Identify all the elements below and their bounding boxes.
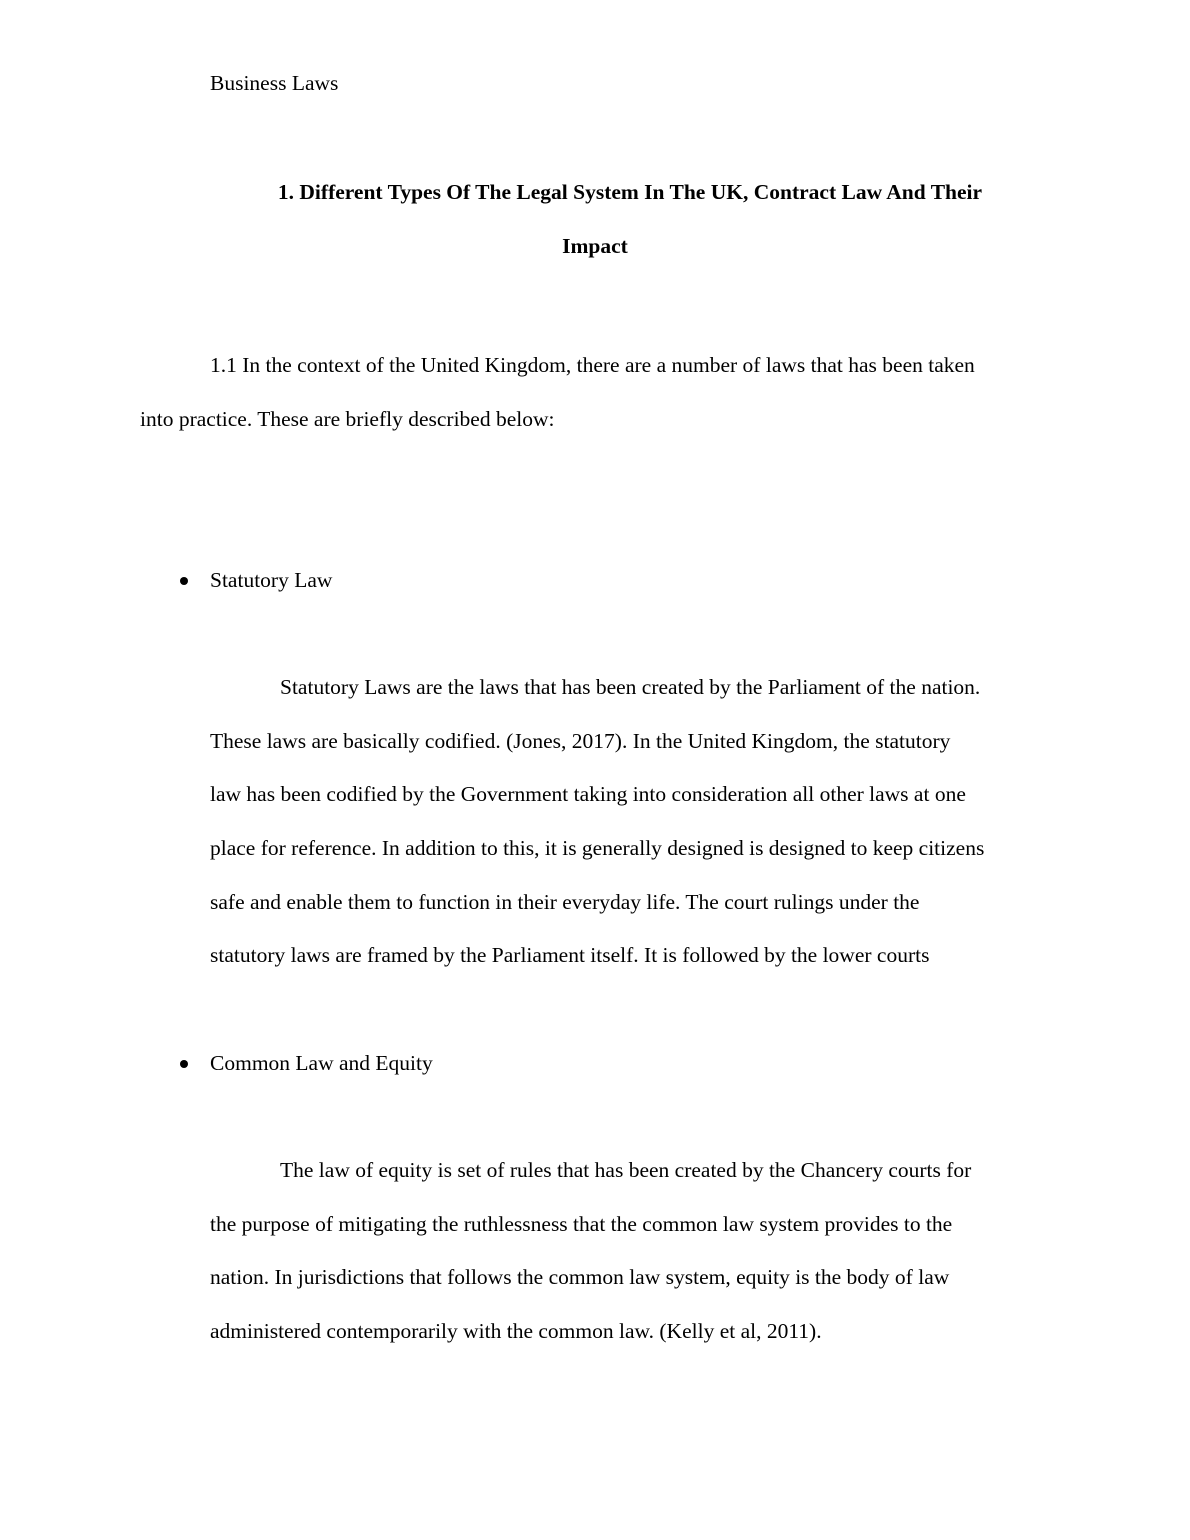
statutory-paragraph-line-6: statutory laws are framed by the Parliament itself. It is followed by the lower courts xyxy=(210,943,930,967)
equity-paragraph-line-3: nation. In jurisdictions that follows the common law system, equity is the body of law xyxy=(210,1265,950,1289)
equity-paragraph-line-1: The law of equity is set of rules that has been created by the Chancery courts for xyxy=(280,1158,972,1182)
statutory-paragraph-line-5: safe and enable them to function in their everyday life. The court rulings under the xyxy=(210,890,920,914)
section-heading-line-2: Impact xyxy=(562,234,628,258)
statutory-paragraph-line-2: These laws are basically codified. (Jones, 2017). In the United Kingdom, the statutory xyxy=(210,729,951,753)
bullet-icon xyxy=(180,577,188,585)
section-heading-line-1: 1. Different Types Of The Legal System In The UK, Contract Law And Their xyxy=(277,180,983,204)
intro-paragraph-line-1: 1.1 In the context of the United Kingdom, there are a number of laws that has been taken xyxy=(210,353,975,377)
equity-paragraph-line-4: administered contemporarily with the common law. (Kelly et al, 2011). xyxy=(210,1319,822,1343)
statutory-paragraph-line-4: place for reference. In addition to this, it is generally designed is designed to keep citizens xyxy=(210,836,985,860)
bullet-label-statutory-law: Statutory Law xyxy=(210,568,333,592)
intro-paragraph-line-2: into practice. These are briefly described below: xyxy=(140,407,555,431)
statutory-paragraph-line-3: law has been codified by the Government taking into consideration all other laws at one xyxy=(210,782,966,806)
equity-paragraph-line-2: the purpose of mitigating the ruthlessness that the common law system provides to the xyxy=(210,1212,953,1236)
page-header: Business Laws xyxy=(210,71,339,95)
statutory-paragraph-line-1: Statutory Laws are the laws that has been created by the Parliament of the nation. xyxy=(280,675,981,699)
bullet-label-common-law-equity: Common Law and Equity xyxy=(210,1051,433,1075)
bullet-icon xyxy=(180,1060,188,1068)
